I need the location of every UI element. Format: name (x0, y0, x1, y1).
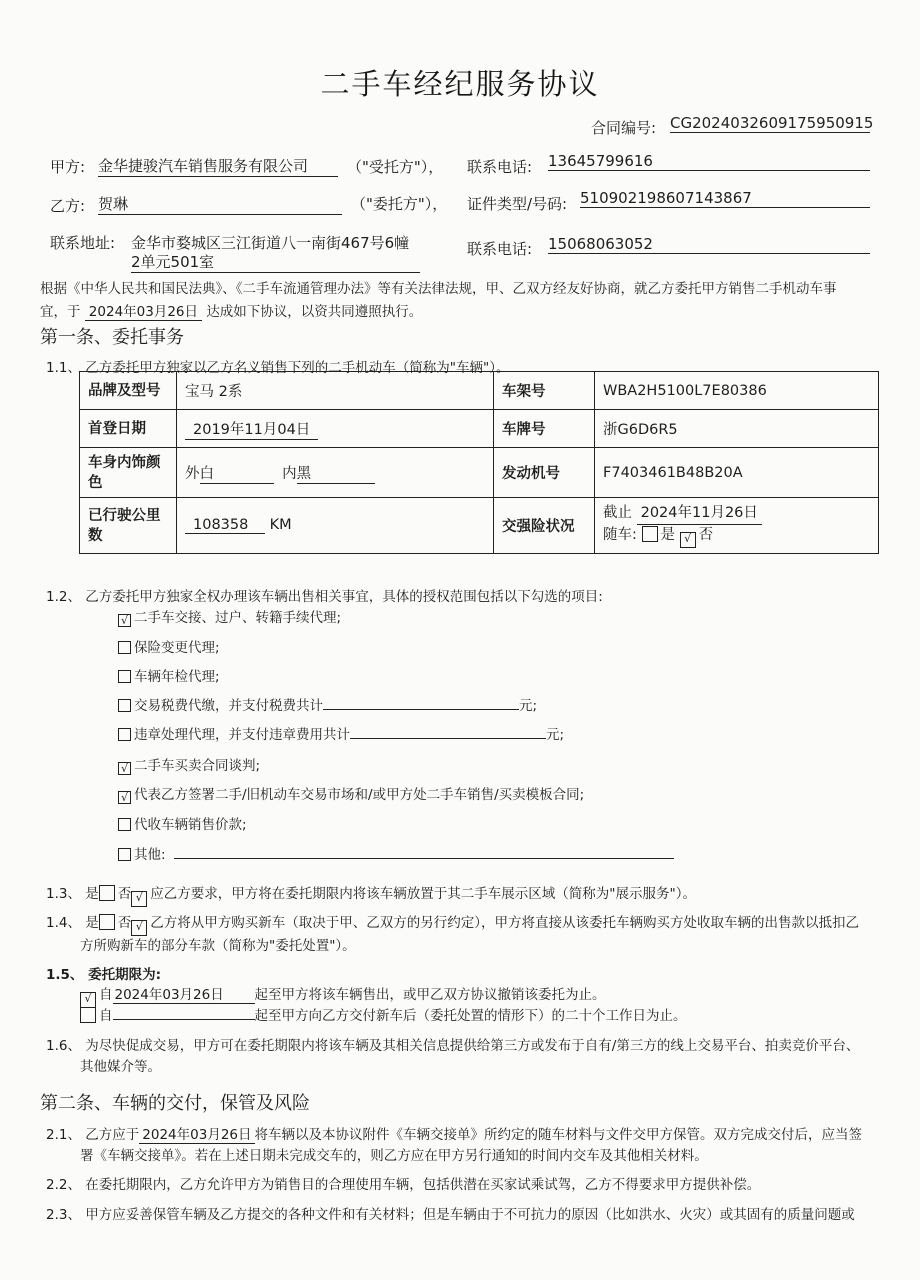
checklist-checkbox[interactable] (118, 699, 131, 712)
checklist-checkbox[interactable] (118, 670, 131, 683)
section2-heading: 第二条、车辆的交付，保管及风险 (40, 1093, 310, 1114)
preamble-line2-pre: 宜，于 (40, 304, 81, 320)
clause-2-2-text: 在委托期限内，乙方允许甲方为销售目的合理使用车辆，包括供潜在买家试乘试驾，乙方不得要求甲方提供补偿。 (85, 1177, 761, 1193)
address-line1: 金华市婺城区三江街道八一南街467号6幢 (131, 234, 410, 252)
clause-1-6-text1: 为尽快促成交易，甲方可在委托期限内将该车辆及其相关信息提供给第三方或发布于自有/第三方的线上交易平台、拍卖竞价平台、 (85, 1038, 860, 1054)
vin-value: WBA2H5100L7E80386 (595, 372, 879, 410)
brand-value: 宝马 2系 (177, 372, 494, 410)
party-b-role: （"委托方"）， (351, 195, 448, 213)
clause-1-5-title: 委托期限为: (88, 967, 162, 983)
checklist-item (118, 783, 584, 804)
insurance-date: 2024年11月26日 (637, 503, 762, 525)
insurance-label: 交强险状况 (494, 498, 595, 554)
contract-number-label: 合同编号: (591, 119, 657, 137)
plate-value: 浙G6D6R5 (595, 410, 879, 448)
party-a-phone: 13645799616 (548, 152, 870, 171)
party-b-id: 510902198607143867 (580, 189, 870, 208)
party-b-id-label: 证件类型/号码: (467, 195, 568, 213)
checklist-checkbox[interactable] (118, 848, 131, 861)
clause-1-6-text2: 其他媒介等。 (80, 1059, 161, 1075)
checklist-item (118, 665, 220, 685)
term-option1-date: 2024年03月26日 (113, 983, 255, 1004)
mileage-value: 108358 (185, 517, 265, 534)
checklist-item (118, 813, 247, 833)
address-label: 联系地址: (50, 234, 116, 252)
insurance-prefix: 截止 (603, 505, 632, 521)
clause-1-4-yes-checkbox[interactable] (99, 914, 115, 930)
clause-1-3-no-checkbox[interactable]: √ (131, 891, 147, 907)
plate-label: 车牌号 (494, 410, 595, 448)
checklist-label: 交易税费代缴，并支付税费共计 (134, 698, 323, 714)
checklist-checkbox[interactable] (118, 818, 131, 831)
checklist-checkbox[interactable] (118, 641, 131, 654)
exterior-color: 白 (200, 462, 274, 484)
vehicle-table (79, 371, 879, 554)
party-b-phone-label: 联系电话: (467, 240, 533, 258)
preamble-line1: 根据《中华人民共和国民法典》、《二手车流通管理办法》等有关法律法规，甲、乙双方经友好协商，就乙方委托甲方销售二手机动车事 (40, 281, 837, 297)
checklist-item (118, 606, 341, 627)
exterior-prefix: 外 (185, 465, 200, 482)
checklist-checkbox[interactable] (118, 728, 131, 741)
clause-1-4-text1: 乙方将从甲方购买新车（取决于甲、乙双方的另行约定），甲方将直接从该委托车辆购买方处收取车辆的出售款以抵扣乙 (150, 915, 860, 931)
party-b-phone: 15068063052 (548, 235, 870, 254)
term-option1-text: 起至甲方将该车辆售出，或甲乙双方协议撤销该委托为止。 (254, 987, 606, 1003)
clause-2-1-pre: 乙方应于 (85, 1127, 140, 1143)
clause-1-1-text: 乙方委托甲方独家以乙方名义销售下列的二手机动车（简称为"车辆"）。 (85, 360, 510, 376)
clause-2-3-number: 2.3、 (46, 1207, 81, 1223)
checklist-label: 二手车交接、过户、转籍手续代理; (134, 610, 342, 626)
with-car-yes-label: 是 (660, 527, 675, 543)
term-option2-date[interactable] (113, 1005, 255, 1020)
with-car-no-label: 否 (698, 527, 714, 543)
clause-1-3-yes-label: 是 (85, 886, 99, 902)
with-car-no-checkbox[interactable]: √ (680, 532, 696, 548)
clause-1-3-yes-checkbox[interactable] (99, 885, 115, 901)
term-option2-text: 起至甲方向乙方交付新车后（委托处置的情形下）的二十个工作日为止。 (254, 1008, 687, 1024)
checklist-label: 违章处理代理，并支付违章费用共计 (134, 727, 350, 743)
clause-1-4-yes-label: 是 (85, 915, 99, 931)
clause-1-2-number: 1.2、 (46, 589, 81, 605)
checklist-label: 保险变更代理; (134, 640, 220, 656)
clause-2-2-number: 2.2、 (46, 1177, 81, 1193)
section1-heading: 第一条、委托事务 (40, 327, 184, 348)
term-option1-from: 自 (99, 987, 113, 1003)
checklist-item (118, 636, 220, 656)
mileage-unit: KM (269, 517, 292, 533)
checklist-item (118, 754, 260, 775)
clause-1-3-text: 应乙方要求，甲方将在委托期限内将该车辆放置于其二手车展示区域（简称为"展示服务"）。 (150, 886, 696, 902)
clause-2-1-date: 2024年03月26日 (139, 1127, 254, 1144)
clause-1-3-number: 1.3、 (46, 886, 81, 902)
checklist-item (118, 694, 537, 714)
interior-prefix: 内 (282, 465, 297, 482)
term-option1-checkbox[interactable]: √ (80, 992, 96, 1008)
color-label: 车身内饰颜色 (80, 448, 177, 498)
term-option2-checkbox[interactable] (80, 1007, 96, 1023)
party-a-label: 甲方: (50, 158, 86, 176)
engine-label: 发动机号 (494, 448, 595, 498)
clause-2-1-number: 2.1、 (46, 1127, 81, 1143)
party-b-name: 贺琳 (98, 193, 342, 215)
party-a-name: 金华捷骏汽车销售服务有限公司 (98, 155, 338, 177)
party-b-label: 乙方: (50, 197, 86, 215)
clause-1-1-number: 1.1、 (46, 360, 81, 376)
checklist-suffix: 元; (546, 727, 565, 743)
clause-2-1-text1: 将车辆以及本协议附件《车辆交接单》所约定的随车材料与文件交甲方保管。双方完成交付后，应当签 (254, 1127, 862, 1143)
checklist-item (118, 723, 564, 743)
clause-1-5-number: 1.5、 (46, 967, 84, 983)
brand-label: 品牌及型号 (80, 372, 177, 410)
violation-amount-field[interactable] (350, 724, 546, 739)
preamble-line2-post: 达成如下协议，以资共同遵照执行。 (206, 304, 423, 320)
clause-1-4-no-checkbox[interactable]: √ (131, 920, 147, 936)
clause-1-4-text2: 方所购新车的部分车款（简称为"委托处置"）。 (80, 938, 356, 954)
checklist-checkbox[interactable]: √ (118, 614, 131, 627)
other-field[interactable] (174, 844, 674, 859)
contract-number: CG2024032609175950915 (670, 114, 874, 132)
party-a-role: （"受托方"）， (347, 158, 444, 176)
document-title: 二手车经纪服务协议 (320, 67, 600, 101)
with-car-label: 随车: (603, 527, 637, 543)
tax-amount-field[interactable] (323, 695, 519, 710)
checklist-checkbox[interactable]: √ (118, 762, 131, 775)
checklist-label: 其他: (134, 847, 166, 863)
mileage-label: 已行驶公里数 (80, 498, 177, 554)
clause-1-2-text: 乙方委托甲方独家全权办理该车辆出售相关事宜，具体的授权范围包括以下勾选的项目: (85, 589, 603, 605)
vin-label: 车架号 (494, 372, 595, 410)
preamble-date: 2024年03月26日 (85, 304, 202, 321)
address-line2: 2单元501室 (131, 251, 420, 273)
checklist-label: 代收车辆销售价款; (134, 817, 247, 833)
with-car-yes-checkbox[interactable] (642, 526, 658, 542)
clause-1-3-no-label: 否 (117, 886, 132, 902)
reg-date-label: 首登日期 (80, 410, 177, 448)
engine-value: F7403461B48B20A (595, 448, 879, 498)
checklist-item (118, 843, 674, 863)
checklist-label: 二手车买卖合同谈判; (134, 758, 261, 774)
term-option2-from: 自 (99, 1008, 113, 1024)
clause-2-1-text2: 署《车辆交接单》。若在上述日期未完成交车的，则乙方应在甲方另行通知的时间内交车及其他相关材料。 (80, 1148, 708, 1164)
clause-1-6-number: 1.6、 (46, 1038, 81, 1054)
clause-2-3-text: 甲方应妥善保管车辆及乙方提交的各种文件和有关材料；但是车辆由于不可抗力的原因（比如洪水、火灾）或其固有的质量问题或 (85, 1207, 855, 1223)
checklist-label: 代表乙方签署二手/旧机动车交易市场和/或甲方处二手车销售/买卖模板合同; (134, 787, 585, 803)
clause-1-4-no-label: 否 (117, 915, 132, 931)
checklist-suffix: 元; (519, 698, 538, 714)
checklist-checkbox[interactable]: √ (118, 791, 131, 804)
reg-date-value: 2019年11月04日 (185, 418, 318, 440)
party-a-phone-label: 联系电话: (467, 158, 533, 176)
clause-1-4-number: 1.4、 (46, 915, 81, 931)
checklist-label: 车辆年检代理; (134, 669, 220, 685)
interior-color: 黑 (297, 462, 375, 484)
